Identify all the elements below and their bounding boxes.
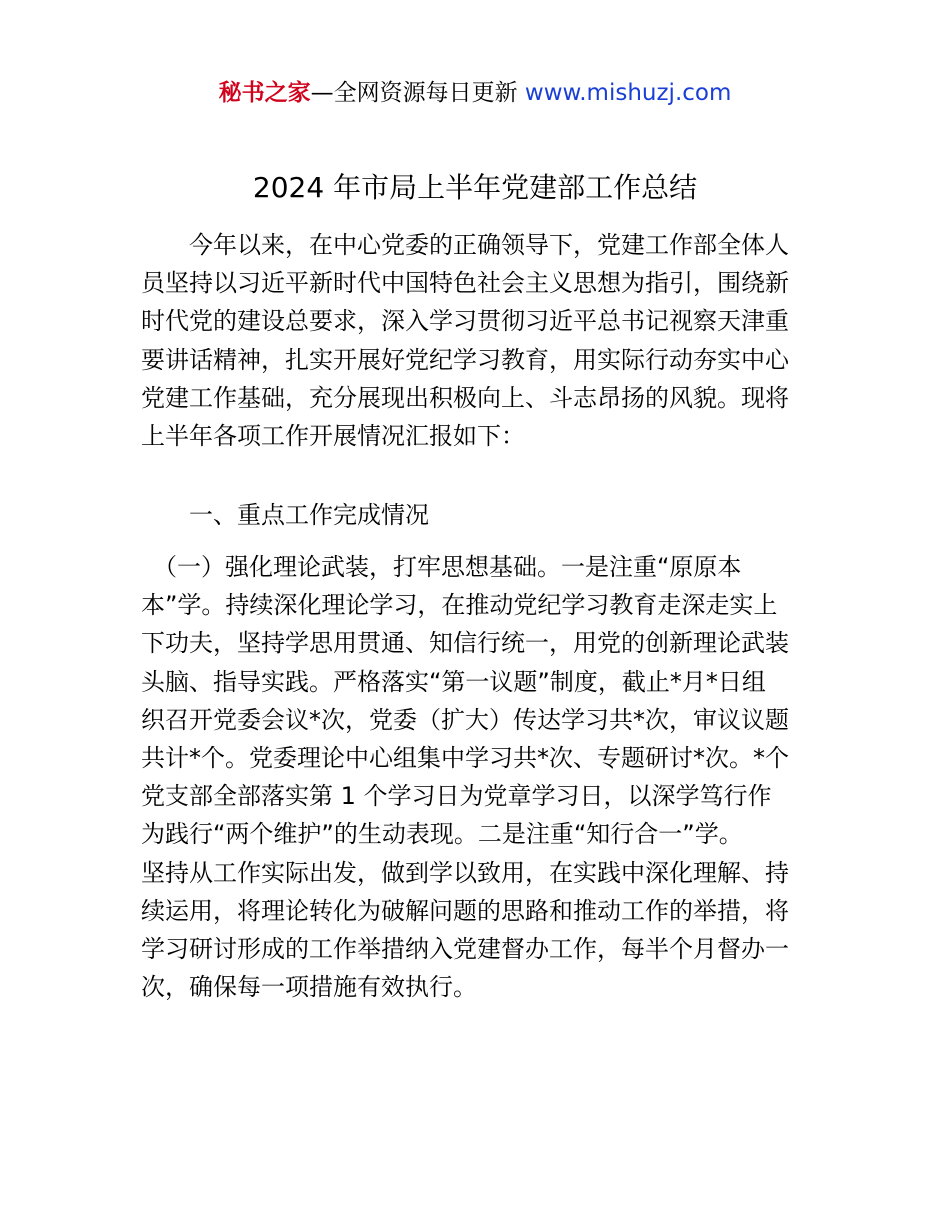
paragraph-line: （一）强化理论武装，打牢思想基础。一是注重“原原本 xyxy=(141,553,742,581)
paragraph-line: 为践行“两个维护”的生动表现。二是注重“知行合一”学。 xyxy=(141,820,743,849)
paragraph-line: 下功夫，坚持学思用贯通、知信行统一，用党的创新理论武装 xyxy=(141,629,789,658)
paragraph-line: 时代党的建设总要求，深入学习贯彻习近平总书记视察天津重 xyxy=(141,307,789,336)
paragraph-line: 坚持从工作实际出发，做到学以致用，在实践中深化理解、持 xyxy=(141,858,789,887)
paragraph-line: 员坚持以习近平新时代中国特色社会主义思想为指引，围绕新 xyxy=(141,269,789,298)
paragraph-line: 头脑、指导实践。严格落实“第一议题”制度，截止*月*日组 xyxy=(141,667,766,696)
paragraph-line: 党支部全部落实第 1 个学习日为党章学习日，以深学笃行作 xyxy=(141,782,772,811)
paragraph-line: 上半年各项工作开展情况汇报如下： xyxy=(141,421,525,450)
site-brand: 秘书之家 xyxy=(218,80,311,106)
section-paragraph xyxy=(141,548,813,1006)
intro-paragraph xyxy=(141,226,813,455)
paragraph-line: 今年以来，在中心党委的正确领导下，党建工作部全体人 xyxy=(141,231,789,259)
paragraph-line: 续运用，将理论转化为破解问题的思路和推动工作的举措，将 xyxy=(141,896,789,925)
paragraph-line: 要讲话精神，扎实开展好党纪学习教育，用实际行动夯实中心 xyxy=(141,345,789,374)
paragraph-line: 次，确保每一项措施有效执行。 xyxy=(141,973,477,1002)
section-heading-text: 一、重点工作完成情况 xyxy=(141,501,429,529)
paragraph-line: 学习研讨形成的工作举措纳入党建督办工作，每半个月督办一 xyxy=(141,934,789,963)
paragraph-line: 共计*个。党委理论中心组集中学习共*次、专题研讨*次。*个 xyxy=(141,743,789,772)
site-url-link[interactable]: www.mishuzj.com xyxy=(524,80,732,106)
paragraph-line: 党建工作基础，充分展现出积极向上、斗志昂扬的风貌。现将 xyxy=(141,383,789,412)
paragraph-line: 织召开党委会议*次，党委（扩大）传达学习共*次，审议议题 xyxy=(141,705,789,734)
site-tagline: —全网资源每日更新 xyxy=(310,80,525,106)
paragraph-line: 本”学。持续深化理论学习，在推动党纪学习教育走深走实上 xyxy=(141,591,778,620)
section-heading xyxy=(141,496,813,534)
document-title: 2024 年市局上半年党建部工作总结 xyxy=(252,171,698,204)
site-header xyxy=(0,76,950,110)
